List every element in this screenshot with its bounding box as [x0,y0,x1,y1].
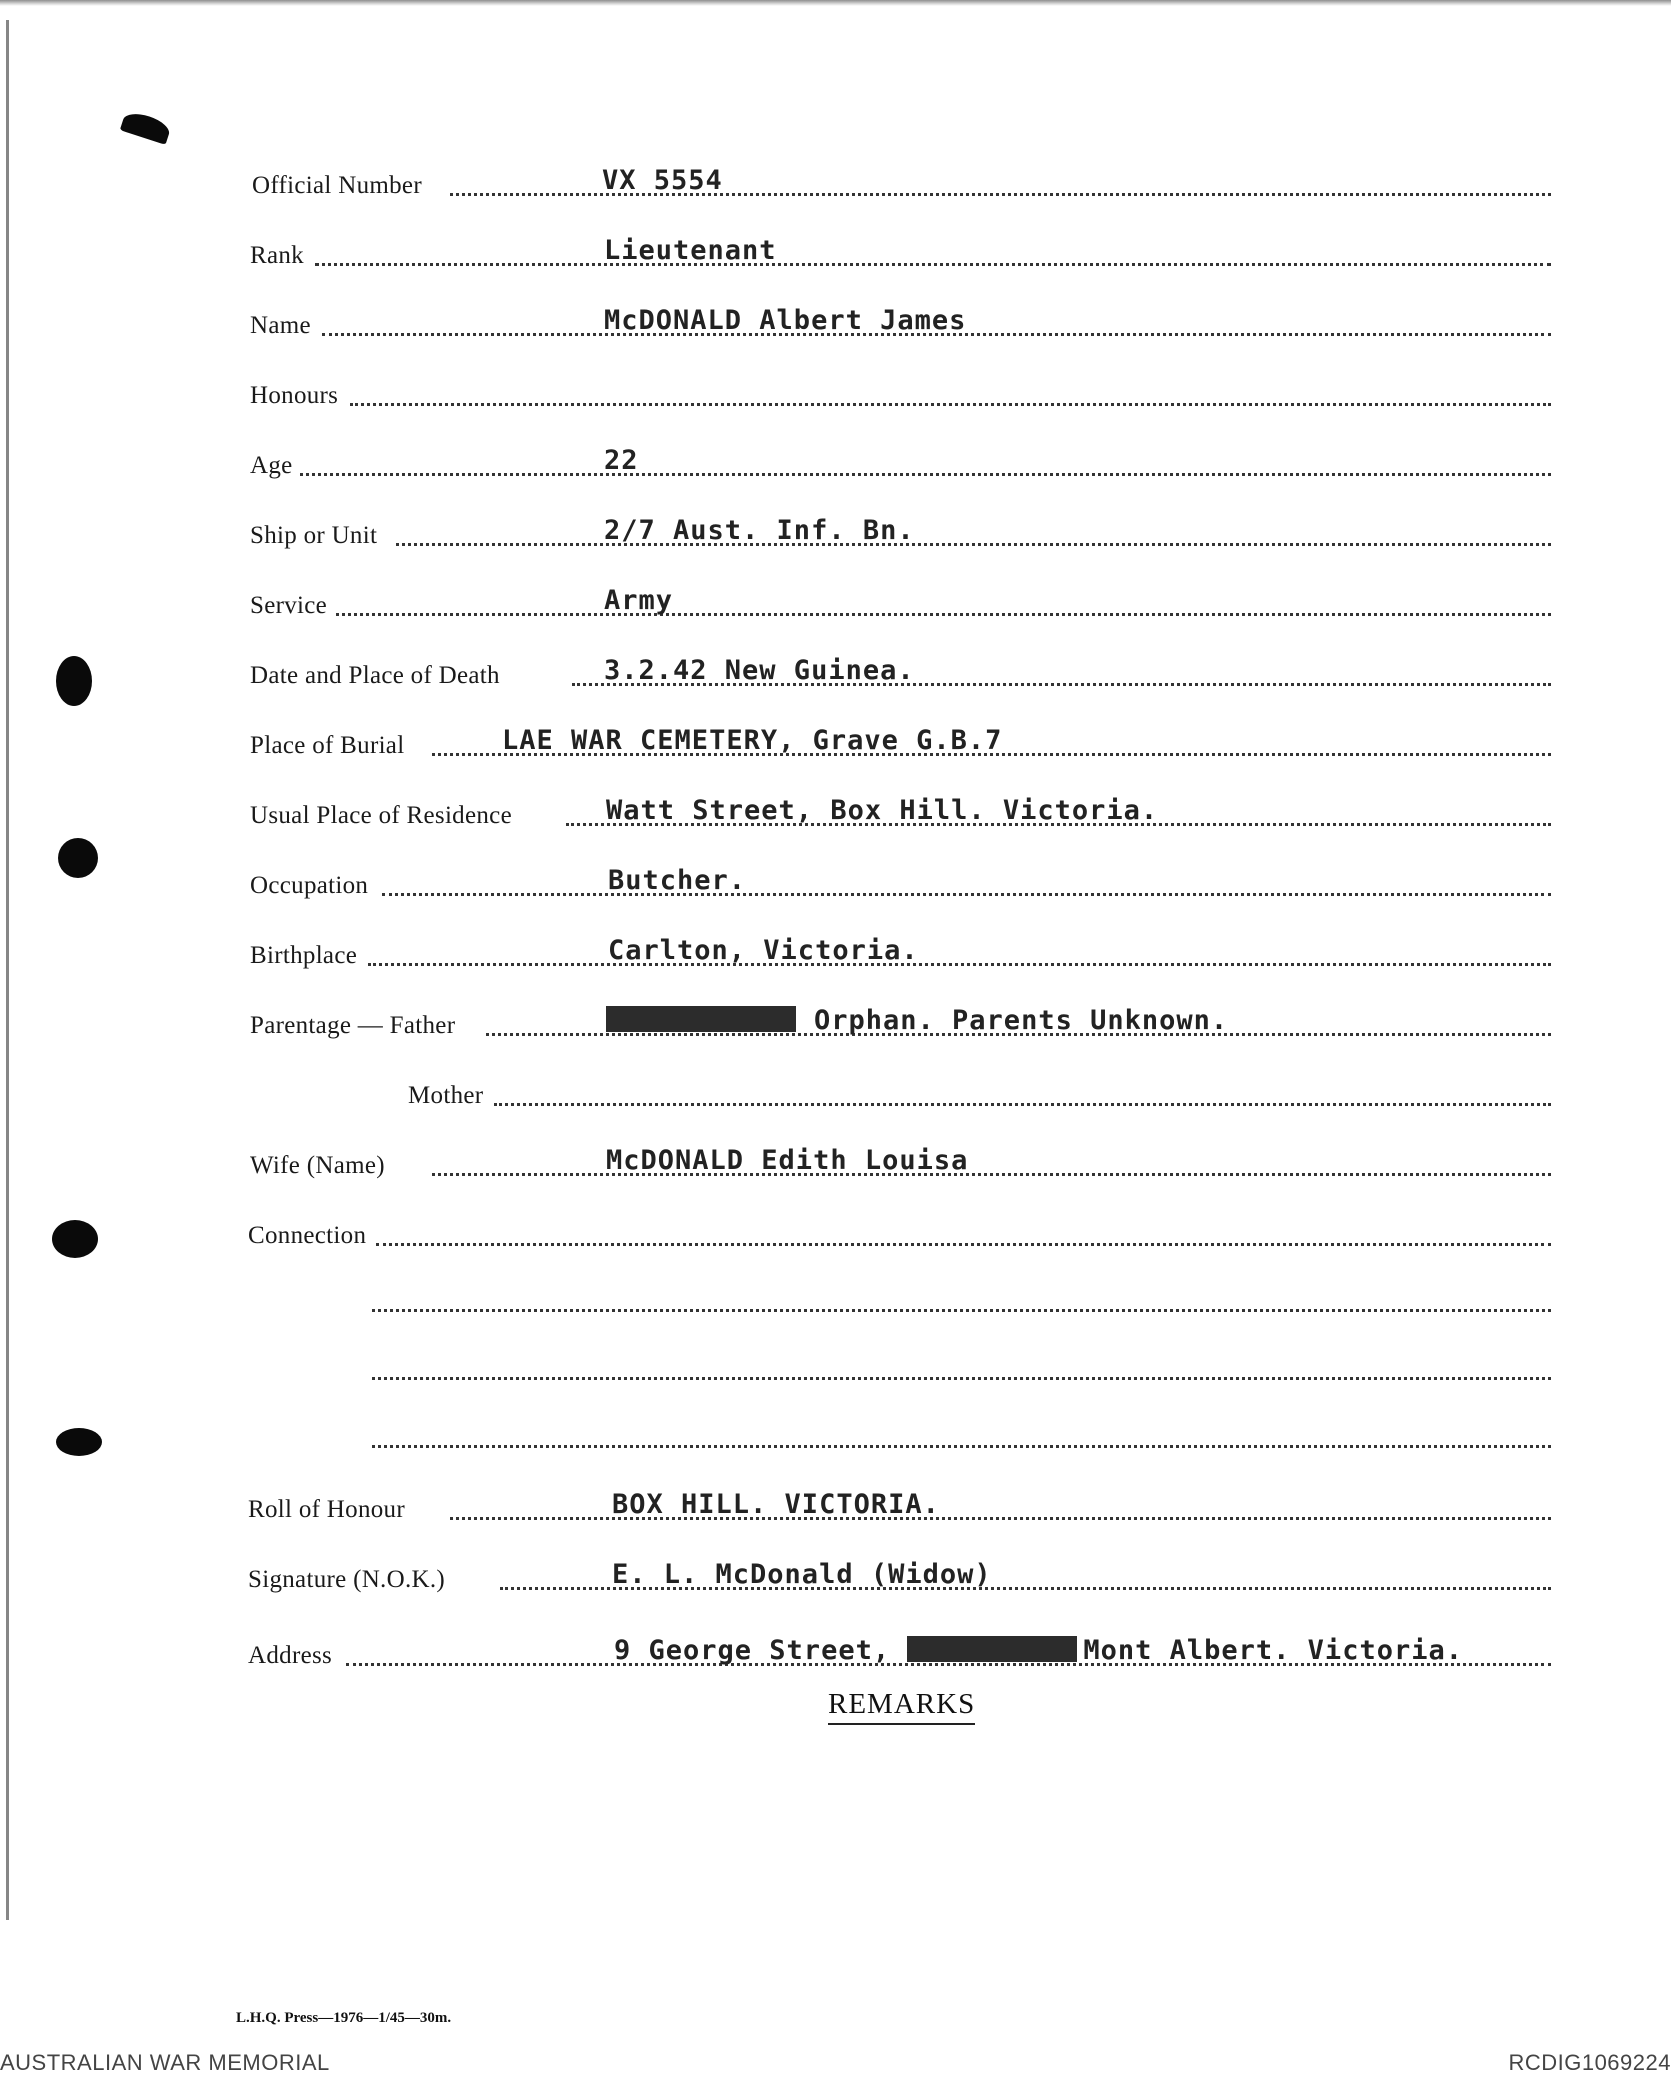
dotted-line [372,1309,1551,1312]
field-value [606,1005,1228,1036]
dotted-line [300,473,1551,476]
field-usual-residence [0,796,1671,836]
dotted-line [350,403,1551,406]
field-value: 22 [604,445,639,476]
field-label: Parentage — Father [250,1012,456,1039]
dotted-line [372,1377,1551,1380]
field-value-end: Mont Albert. Victoria. [1083,1635,1463,1666]
field-value: E. L. McDonald (Widow) [612,1559,992,1590]
field-roll-of-honour [0,1490,1671,1530]
field-date-place-of-death [0,656,1671,696]
field-label: Service [250,592,328,619]
field-place-of-burial [0,726,1671,766]
field-ship-or-unit [0,516,1671,556]
field-label: Rank [250,242,304,269]
field-label: Ship or Unit [250,522,378,549]
dotted-line [432,1173,1551,1176]
scan-top-edge [0,0,1671,6]
field-signature-nok [0,1560,1671,1600]
dotted-line [372,1445,1551,1448]
field-value-start: 9 George Street, [614,1635,891,1666]
field-label: Official Number [252,172,422,199]
field-parentage-mother [0,1076,1671,1116]
dotted-line [315,263,1551,266]
field-honours [0,376,1671,416]
field-connection [0,1216,1671,1256]
field-label: Mother [408,1082,484,1109]
dotted-line [368,963,1551,966]
dotted-line [376,1243,1551,1246]
press-mark: L.H.Q. Press—1976—1/45—30m. [236,2010,452,2026]
dotted-line [494,1103,1551,1106]
field-occupation [0,866,1671,906]
dotted-line [336,613,1551,616]
field-label: Usual Place of Residence [250,802,512,829]
field-label: Honours [250,382,339,409]
field-label: Occupation [250,872,369,899]
connection-continuation-line [0,1418,1671,1458]
field-parentage-father [0,1006,1671,1046]
field-label: Name [250,312,311,339]
field-address [0,1636,1671,1676]
field-label: Address [248,1642,333,1669]
footer-institution: AUSTRALIAN WAR MEMORIAL [0,2050,330,2075]
field-value: McDONALD Edith Louisa [606,1145,969,1176]
punch-hole-mark [120,109,172,145]
field-service [0,586,1671,626]
field-value: Lieutenant [604,235,777,266]
field-label: Roll of Honour [248,1496,405,1523]
field-wife-name [0,1146,1671,1186]
field-official-number [0,166,1671,206]
field-label: Place of Burial [250,732,405,759]
field-value: Watt Street, Box Hill. Victoria. [606,795,1159,826]
field-value: Butcher. [608,865,747,896]
redaction-mark [606,1006,796,1032]
field-label: Birthplace [250,942,358,969]
connection-continuation-line [0,1282,1671,1322]
dotted-line [382,893,1551,896]
field-label: Date and Place of Death [250,662,500,689]
field-value: BOX HILL. VICTORIA. [612,1489,940,1520]
field-label: Wife (Name) [250,1152,385,1179]
field-value: Carlton, Victoria. [608,935,919,966]
connection-continuation-line [0,1350,1671,1390]
field-birthplace [0,936,1671,976]
field-value: 3.2.42 New Guinea. [604,655,915,686]
dotted-line [396,543,1551,546]
field-rank [0,236,1671,276]
field-value: 2/7 Aust. Inf. Bn. [604,515,915,546]
remarks-heading: REMARKS [828,1688,975,1725]
field-label: Connection [248,1222,367,1249]
footer-record-id: RCDIG1069224 [1508,2050,1671,2075]
field-label: Age [250,452,293,479]
field-name [0,306,1671,346]
field-value: McDONALD Albert James [604,305,967,336]
field-age [0,446,1671,486]
field-value: VX 5554 [602,165,723,196]
field-value-text: Orphan. Parents Unknown. [814,1005,1229,1036]
field-label: Signature (N.O.K.) [248,1566,446,1593]
field-value: Army [604,585,674,616]
field-value [614,1635,1463,1666]
redaction-mark [907,1636,1077,1662]
field-value: LAE WAR CEMETERY, Grave G.B.7 [502,725,1003,756]
